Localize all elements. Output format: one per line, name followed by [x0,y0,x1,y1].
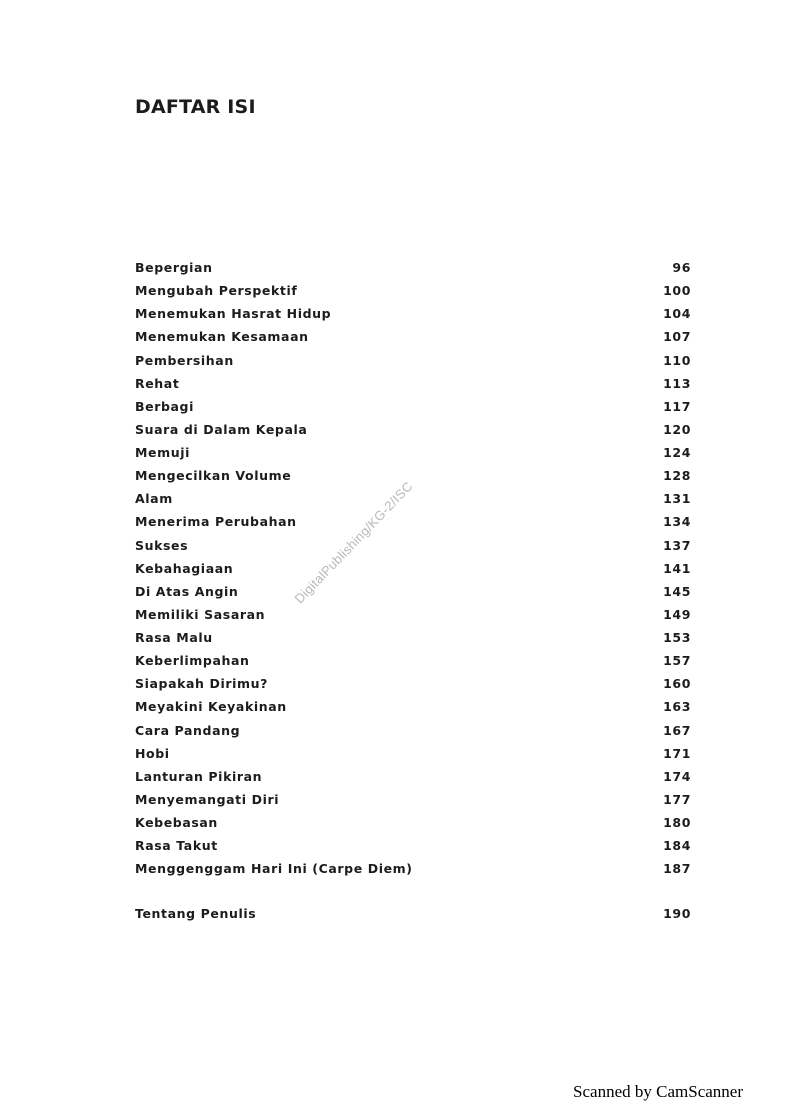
toc-entry [135,672,691,695]
toc-entry-page-number: 117 [663,398,691,414]
toc-entry-title: Sukses [135,537,189,553]
toc-entry [135,395,691,418]
toc-entry-page-number: 134 [663,514,691,530]
toc-entry-page-number: 137 [663,537,691,553]
toc-entry-page-number: 167 [663,722,691,738]
toc-entry-page-number: 171 [663,745,691,761]
toc-entry [135,626,691,649]
toc-entry-page-number: 163 [663,699,691,715]
toc-entry-title: Tentang Penulis [135,906,257,921]
toc-entry-title: Menggenggam Hari Ini (Carpe Diem) [135,861,413,877]
toc-entry [135,349,691,372]
toc-entry [135,788,691,811]
toc-entry-title: Suara di Dalam Kepala [135,421,308,437]
toc-entry-title: Meyakini Keyakinan [135,699,287,715]
scanner-footer-text: Scanned by CamScanner [573,1082,743,1101]
toc-entry-title: Hobi [135,745,170,761]
toc-entry-page-number: 110 [663,352,691,368]
toc-entry [135,302,691,325]
toc-entry [135,719,691,742]
toc-entry-page-number: 141 [663,560,691,576]
toc-entry [135,464,691,487]
toc-entry [135,603,691,626]
toc-entry-page-number: 107 [663,329,691,345]
toc-entry-title: Pembersihan [135,352,234,368]
toc-entry-page-number: 100 [663,283,691,299]
toc-entry-title: Alam [135,491,173,507]
toc-entry-page-number: 96 [672,260,691,275]
toc-entry-title: Menemukan Kesamaan [135,329,309,345]
toc-entry-page-number: 128 [663,468,691,484]
toc-entry-title: Cara Pandang [135,722,241,738]
toc-entry [135,649,691,672]
toc-entry-title: Mengecilkan Volume [135,468,292,484]
toc-entry [135,580,691,603]
toc-entry [135,557,691,580]
toc-entry-title: Menerima Perubahan [135,514,297,530]
table-of-contents-closing [135,902,691,925]
toc-entry [135,765,691,788]
toc-entry [135,742,691,765]
toc-entry-page-number: 153 [663,630,691,645]
toc-entry-page-number: 174 [663,768,691,784]
toc-entry-title: Siapakah Dirimu? [135,676,268,692]
toc-entry [135,695,691,718]
toc-entry-title: Memiliki Sasaran [135,606,266,622]
toc-entry-page-number: 177 [663,791,691,807]
toc-entry-tentang-penulis [135,902,691,925]
toc-entry-page-number: 184 [663,838,691,854]
toc-entry-page-number: 160 [663,676,691,692]
toc-entry-page-number: 131 [663,491,691,507]
toc-entry-page-number: 187 [663,861,691,877]
table-of-contents [135,256,691,880]
toc-entry [135,811,691,834]
toc-entry-page-number: 149 [663,606,691,622]
toc-entry-title: Lanturan Pikiran [135,768,263,784]
toc-entry-title: Berbagi [135,398,194,414]
toc-entry [135,441,691,464]
toc-entry-page-number: 157 [663,653,691,669]
toc-entry-page-number: 120 [663,421,691,437]
toc-entry [135,834,691,857]
toc-entry-title: Memuji [135,445,191,460]
toc-entry [135,418,691,441]
toc-entry-title: Mengubah Perspektif [135,283,298,299]
toc-entry-page-number: 190 [663,906,691,921]
toc-entry [135,534,691,557]
toc-entry-page-number: 180 [663,815,691,830]
toc-entry-title: Bepergian [135,260,213,275]
toc-entry [135,325,691,348]
toc-entry [135,279,691,302]
toc-entry-page-number: 113 [663,375,691,391]
page-title: DAFTAR ISI [135,96,256,118]
toc-entry [135,372,691,395]
toc-entry-title: Rasa Takut [135,838,218,854]
toc-entry [135,857,691,880]
toc-entry [135,510,691,533]
toc-entry-title: Kebahagiaan [135,560,234,576]
toc-entry-title: Menyemangati Diri [135,791,280,807]
toc-entry-title: Kebebasan [135,815,218,830]
toc-entry [135,256,691,279]
toc-entry-title: Keberlimpahan [135,653,250,669]
toc-entry-title: Di Atas Angin [135,583,239,599]
toc-entry-title: Rasa Malu [135,630,213,645]
toc-entry-title: Rehat [135,375,180,391]
toc-entry-title: Menemukan Hasrat Hidup [135,306,332,322]
toc-entry-page-number: 104 [663,306,691,322]
watermark: DigitalPublishing/KG-2/ISC [291,478,416,607]
toc-entry-page-number: 145 [663,583,691,599]
toc-entry-page-number: 124 [663,445,691,460]
